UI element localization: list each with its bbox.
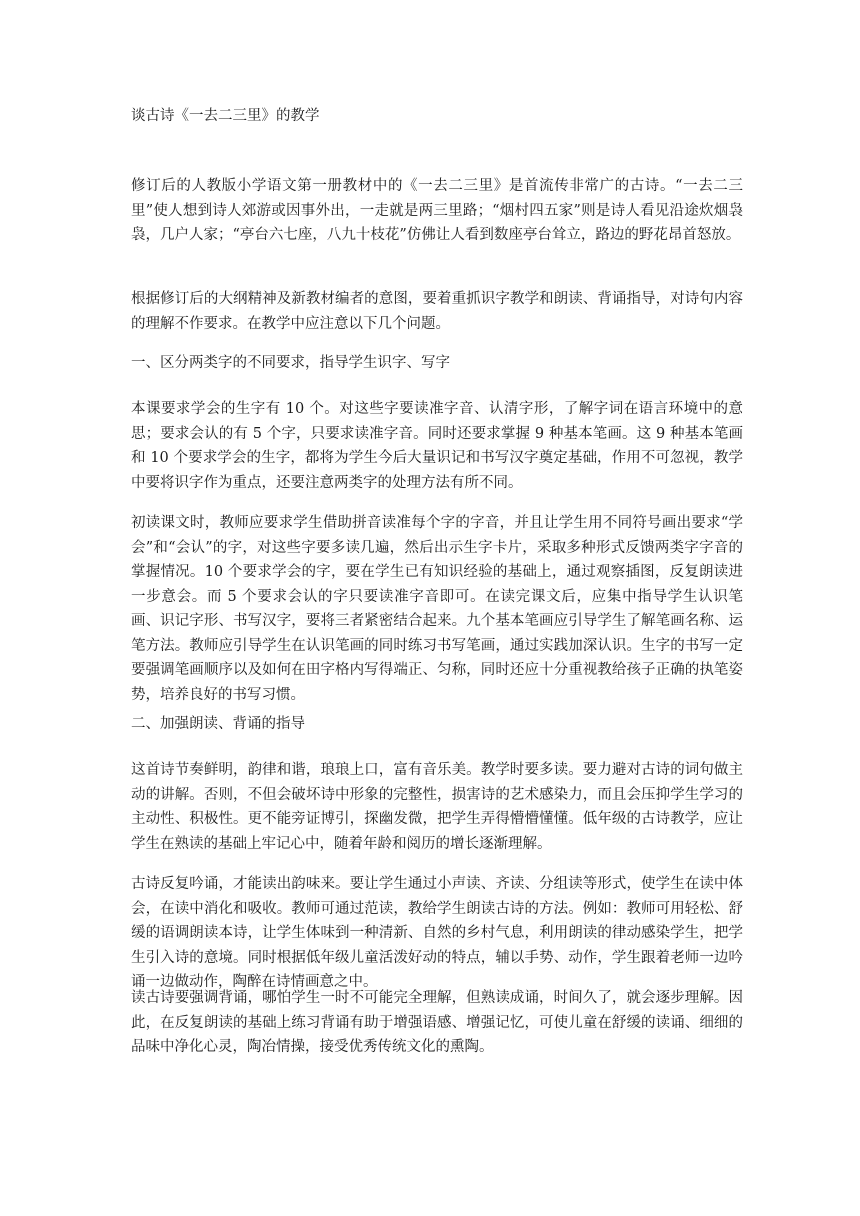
paragraph-first-reading: 初读课文时，教师应要求学生借助拼音读准每个字的字音，并且让学生用不同符号画出要求“学会”和“会认”的字，对这些字要多读几遍，然后出示生字卡片，采取多种形式反馈两类字字音的掌握情况。10 个要求学会的字，要在学生已有知识经验的基础上，通过观察插图，反复朗读进一步意会。而 5 个要求会认的字只要读准字音即可。在读完课文后，应集中指导学生认识笔画、识记字形、书写汉字，要将三者紧密结合起来。九个基本笔画应引导学生了解笔画名称、运笔方法。教师应引导学生在认识笔画的同时练习书写笔画，通过实践加深认识。生字的书写一定要强调笔画顺序以及如何在田字格内写得端正、匀称，同时还应十分重视教给孩子正确的执笔姿势，培养良好的书写习惯。 [131,515,743,703]
paragraph-literacy-requirements: 本课要求学会的生字有 10 个。对这些字要读准字音、认清字形，了解字词在语言环境中的意思；要求会认的有 5 个字，只要求读准字音。同时还要求掌握 9 种基本笔画。这 9 种基本笔画和 10 个要求学会的生字，都将为学生今后大量识记和书写汉字奠定基础，作用不可忽视，教学中要将识字作为重点，还要注意两类字的处理方法有所不同。 [131,401,743,491]
paragraph-recitation: 古诗反复吟诵，才能读出韵味来。要让学生通过小声读、齐读、分组读等形式，使学生在读中体会，在读中消化和吸收。教师可通过范读，教给学生朗读古诗的方法。例如：教师可用轻松、舒缓的语调朗读本诗，让学生体味到一种清新、自然的乡村气息，利用朗读的律动感染学生，把学生引入诗的意境。同时根据低年级儿童活泼好动的特点，辅以手势、动作，学生跟着老师一边吟诵一边做动作，陶醉在诗情画意之中。 [131,876,743,990]
paragraph-memorization: 读古诗要强调背诵，哪怕学生一时不可能完全理解，但熟读成诵，时间久了，就会逐步理解。因此，在反复朗读的基础上练习背诵有助于增强语感、增强记忆，可使儿童在舒缓的读诵、细细的品味中净化心灵，陶冶情操，接受优秀传统文化的熏陶。 [131,990,743,1055]
document-title: 谈古诗《一去二三里》的教学 [131,108,320,124]
section-heading-2: 二、加强朗读、背诵的指导 [131,716,305,732]
section-heading-1: 一、区分两类字的不同要求，指导学生识字、写字 [131,355,450,371]
paragraph-intro: 修订后的人教版小学语文第一册教材中的《一去二三里》是首流传非常广的古诗。“一去二三里”使人想到诗人郊游或因事外出，一走就是两三里路；“烟村四五家”则是诗人看见沿途炊烟袅袅，几户人家；“亭台六七座，八九十枝花”仿佛让人看到数座亭台耸立，路边的野花昂首怒放。 [131,178,743,243]
paragraph-guidance: 根据修订后的大纲精神及新教材编者的意图，要着重抓识字教学和朗读、背诵指导，对诗句内容的理解不作要求。在教学中应注意以下几个问题。 [131,291,743,332]
paragraph-rhythm: 这首诗节奏鲜明，韵律和谐，琅琅上口，富有音乐美。教学时要多读。要力避对古诗的词句做主动的讲解。否则，不但会破坏诗中形象的完整性，损害诗的艺术感染力，而且会压抑学生学习的主动性、积极性。更不能旁证博引，探幽发微，把学生弄得懵懵懂懂。低年级的古诗教学，应让学生在熟读的基础上牢记心中，随着年龄和阅历的增长逐渐理解。 [131,762,743,852]
